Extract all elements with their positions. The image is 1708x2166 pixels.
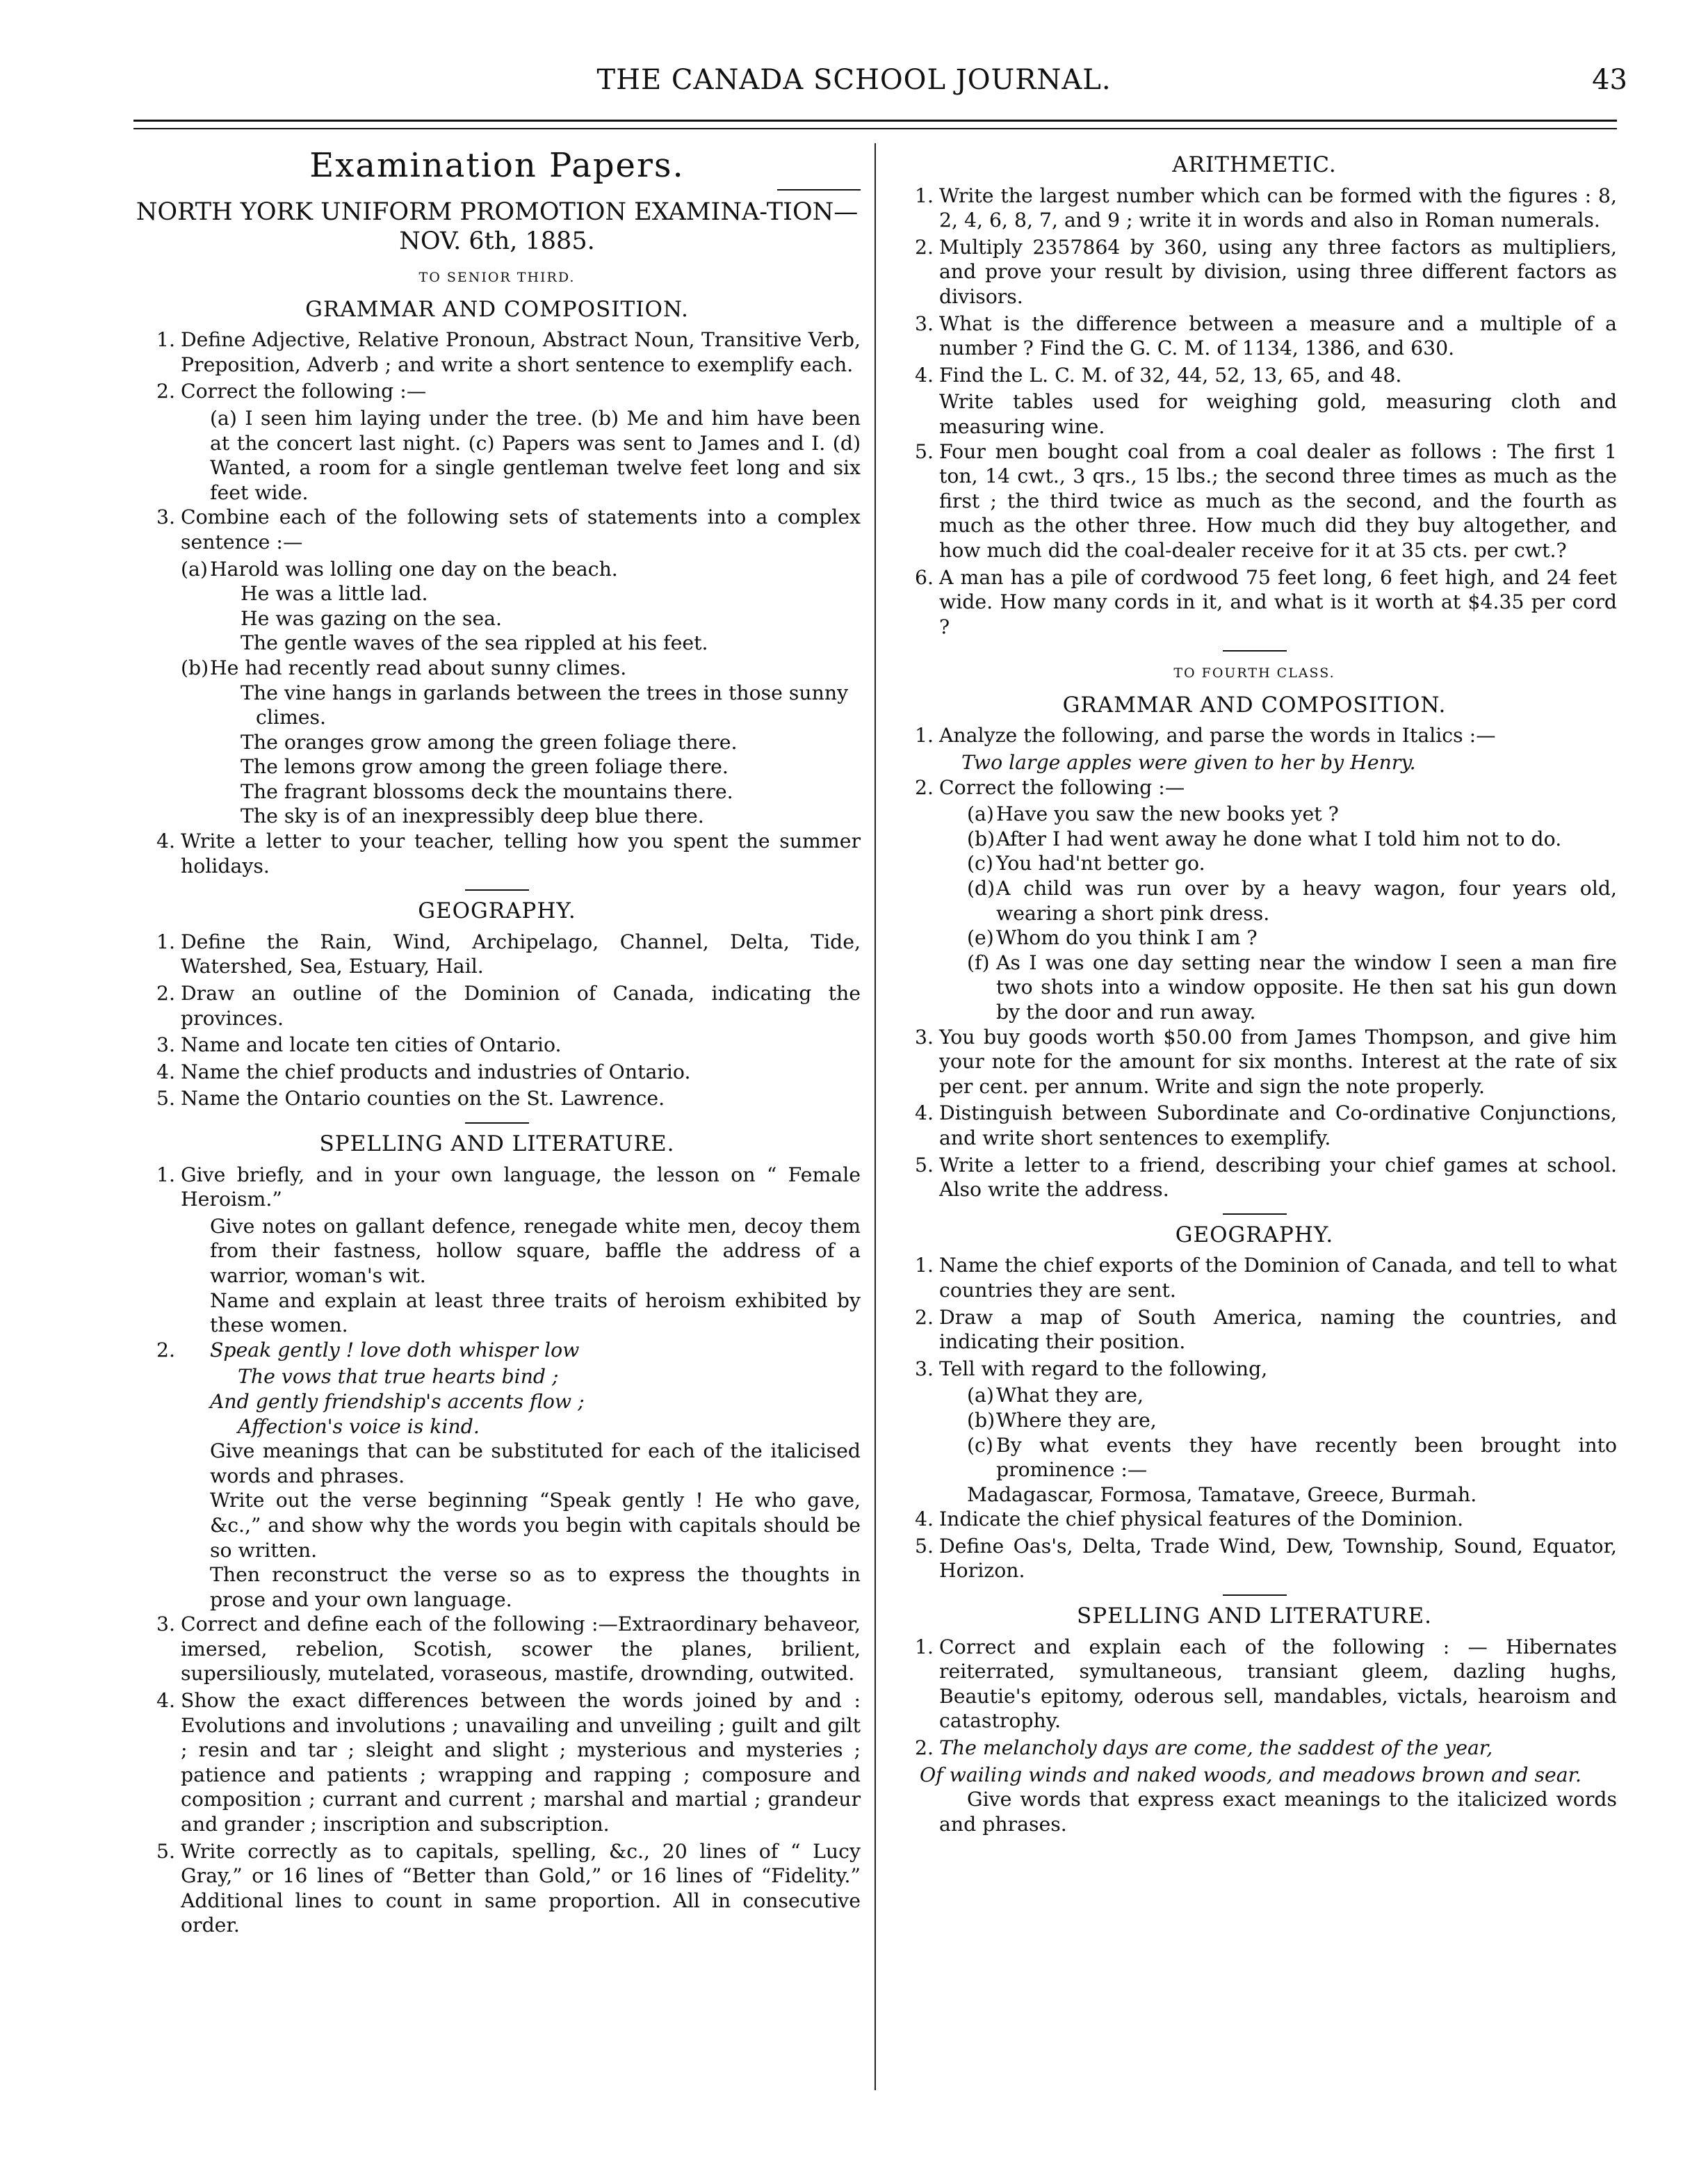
question: 1. Analyze the following, and parse the words in Italics :— [915,724,1496,747]
column-divider [875,143,876,2090]
sub-question: (c) By what events they have recently been brought into prominence :— [967,1433,1617,1482]
sub-question: (a) Have you saw the new books yet ? [967,802,1339,826]
section-separator [465,1122,529,1124]
question: 5. Define Oas's, Delta, Trade Wind, Dew, Township, Sound, Equator, Horizon. [915,1534,1617,1583]
statement: The fragrant blossoms deck the mountains there. [241,779,733,803]
statement: The vine hangs in garlands between the trees in those sunny climes. [241,681,849,729]
section-separator [465,889,529,891]
question: 1. Name the chief exports of the Dominion of Canada, and tell to what countries they are sent. [915,1254,1617,1302]
question-body: Give words that express exact meanings to the italicized words and phrases. [939,1788,1617,1836]
question: 1. Give briefly, and in your own language, the lesson on “ Female Heroism.” [156,1163,861,1211]
question: 5. Name the Ontario counties on the St. Lawrence. [156,1087,665,1110]
statement: The lemons grow among the green foliage there. [241,755,729,779]
question: 3. Correct and define each of the following :—Extraordinary behaveor, imersed, rebelion, Scotish, scower the planes, brilient, supersiliously, mutelated, voraseous, mastife, drownding, outwited. [156,1613,861,1686]
question-body: Give meanings that can be substituted for each of the italicised words and phrases. [210,1439,861,1487]
spelling-heading: SPELLING AND LITERATURE. [319,1131,675,1156]
running-head: THE CANADA SCHOOL JOURNAL. [596,64,1112,96]
question-body: Name and explain at least three traits of heroism exhibited by these women. [210,1288,861,1337]
sub-question: (e) Whom do you think I am ? [967,926,1258,950]
sub-question: (f) As I was one day setting near the window I seen a man fire two shots into a window opposite. He then sat his gun down by the door and run away. [967,951,1617,1024]
question-body: Madagascar, Formosa, Tamatave, Greece, Burmah. [967,1482,1477,1506]
question-body: Then reconstruct the verse so as to express the thoughts in prose and your own language. [210,1563,861,1611]
question: 4. Write a letter to your teacher, telling how you spent the summer holidays. [156,830,861,878]
question: 2. Correct the following :— [915,775,1185,799]
section-separator [1223,650,1287,652]
statement: He was a little lad. [241,582,428,606]
question: 4. Indicate the chief physical features of the Dominion. [915,1508,1464,1531]
question-body: Two large apples were given to her by Henry. [961,751,1416,775]
question: 4. Show the exact differences between the words joined by and : Evolutions and involutions ; unavailing and unveiling ; guilt and gilt ; resin and tar ; sleight and slight ; mysterious and mysteries ; patience and patients ; wrapping and rapping ; composure and composition ; currant and current ; marshal and martial ; grandeur and grander ; inscription and subscription. [156,1689,861,1836]
question: 5. Four men bought coal from a coal dealer as follows : The first 1 ton, 14 cwt., 3 qrs., 15 lbs.; the second three times as much as the first ; the third twice as much as the second, and the fourth as much as the other three. How much did they buy altogether, and how much did the coal-dealer receive for it at 35 cts. per cwt.? [915,439,1617,562]
header-rule [133,120,1617,122]
sub-question: (a) What they are, [967,1384,1144,1407]
section-title: Examination Papers. [309,146,685,185]
question: 2. Draw an outline of the Dominion of Canada, indicating the provinces. [156,982,861,1030]
question: 1. Define Adjective, Relative Pronoun, Abstract Noun, Transitive Verb, Preposition, Adverb ; and write a short sentence to exemplify each. [156,328,861,376]
exam-title: NORTH YORK UNIFORM PROMOTION EXAMINA-TION—NOV. 6th, 1885. [136,198,859,255]
question: 1. Write the largest number which can be formed with the figures : 8, 2, 4, 6, 8, 7, and 9 ; write it in words and also in Roman numerals. [915,184,1617,232]
statement: The oranges grow among the green foliage there. [241,730,738,754]
geography-heading: GEOGRAPHY. [418,898,576,924]
question: 4. Distinguish between Subordinate and Co-ordinative Conjunctions, and write short sentences to exemplify. [915,1101,1617,1149]
poem-line: And gently friendship's accents flow ; [210,1389,585,1413]
arithmetic-heading: ARITHMETIC. [1172,152,1337,177]
section-separator [1223,1213,1287,1215]
right-column [892,143,1617,1836]
question: 1. Correct and explain each of the following : — Hibernates reiterrated, symultaneous, transiant gleem, dazling hughs, Beautie's epitomy, oderous sell, mandables, victals, hearoism and catastrophy. [915,1635,1617,1733]
question: 2. Draw a map of South America, naming the countries, and indicating their position. [915,1305,1617,1354]
question: 3. Combine each of the following sets of statements into a complex sentence :— [156,506,861,553]
question: 2. Speak gently ! love doth whisper low [156,1338,580,1361]
poem-line: The vows that true hearts bind ; [238,1365,559,1389]
question: 5. Write a letter to a friend, describing your chief games at school. Also write the address. [915,1153,1617,1202]
header-rule-thin [133,128,1617,129]
question: 4. Name the chief products and industries of Ontario. [156,1060,691,1083]
grammar-heading: GRAMMAR AND COMPOSITION. [305,296,689,322]
statement: The sky is of an inexpressibly deep blue there. [241,805,704,828]
sub-question: (b) After I had went away he done what I told him not to do. [967,827,1562,850]
page-number: 43 [1592,64,1627,96]
sub-question: (c) You had'nt better go. [967,852,1205,875]
question: 2. Multiply 2357864 by 360, using any three factors as multipliers, and prove your result by division, using three different factors as divisors. [915,235,1617,308]
question: 5. Write correctly as to capitals, spelling, &c., 20 lines of “ Lucy Gray,” or 16 lines of “Better than Gold,” or 16 lines of “Fidelity.” Additional lines to count in same proportion. All in consecutive order. [156,1839,861,1937]
statement: He was gazing on the sea. [241,606,503,630]
poem-line: Of wailing winds and naked woods, and meadows brown and sear. [920,1763,1581,1786]
question-body: Give notes on gallant defence, renegade white men, decoy them from their fastness, hollow square, baffle the address of a warrior, woman's wit. [210,1214,861,1287]
sub-question: (b) Where they are, [967,1408,1157,1432]
question: 3. Name and locate ten cities of Ontario. [156,1033,562,1057]
question-body: Write out the verse beginning “Speak gently ! He who gave, &c.,” and show why the words you begin with capitals should be so written. [210,1489,861,1562]
section-separator [1223,1594,1287,1596]
question-body: (a) I seen him laying under the tree. (b) Me and him have been at the concert last night. (c) Papers was sent to James and I. (d) Wanted, a room for a single gentleman twelve feet long and six feet wide. [210,406,861,504]
question: 3. Tell with regard to the following, [915,1357,1268,1380]
class-heading: TO FOURTH CLASS. [1173,665,1335,681]
rule [777,189,861,191]
class-heading: TO SENIOR THIRD. [418,270,576,285]
sub-question: (a) Harold was lolling one day on the beach. [181,557,618,581]
question: 3. You buy goods worth $50.00 from James Thompson, and give him your note for the amount for six months. Interest at the rate of six per cent. per annum. Write and sign the note properly. [915,1025,1617,1098]
geography-heading: GEOGRAPHY. [1175,1222,1334,1247]
question: 6. A man has a pile of cordwood 75 feet long, 6 feet high, and 24 feet wide. How many cords in it, and what is it worth at $4.35 per cord ? [915,565,1617,638]
question: 1. Define the Rain, Wind, Archipelago, Channel, Delta, Tide, Watershed, Sea, Estuary, Hail. [156,930,861,978]
poem-line: Affection's voice is kind. [238,1414,480,1438]
question: 4. Find the L. C. M. of 32, 44, 52, 13, 65, and 48. [915,363,1402,387]
left-column [133,143,861,1940]
question: 3. What is the difference between a measure and a multiple of a number ? Find the G. C. M. of 1134, 1386, and 630. [915,312,1617,360]
spelling-heading: SPELLING AND LITERATURE. [1077,1603,1432,1629]
question: 2. The melancholy days are come, the saddest of the year, [915,1736,1493,1760]
sub-question: (d) A child was run over by a heavy wagon, four years old, wearing a short pink dress. [967,877,1617,925]
question: 2. Correct the following :— [156,380,427,403]
grammar-heading: GRAMMAR AND COMPOSITION. [1062,692,1447,718]
sub-question: (b) He had recently read about sunny climes. [181,656,627,679]
question-body: Write tables used for weighing gold, measuring cloth and measuring wine. [939,390,1617,438]
statement: The gentle waves of the sea rippled at his feet. [241,631,708,655]
